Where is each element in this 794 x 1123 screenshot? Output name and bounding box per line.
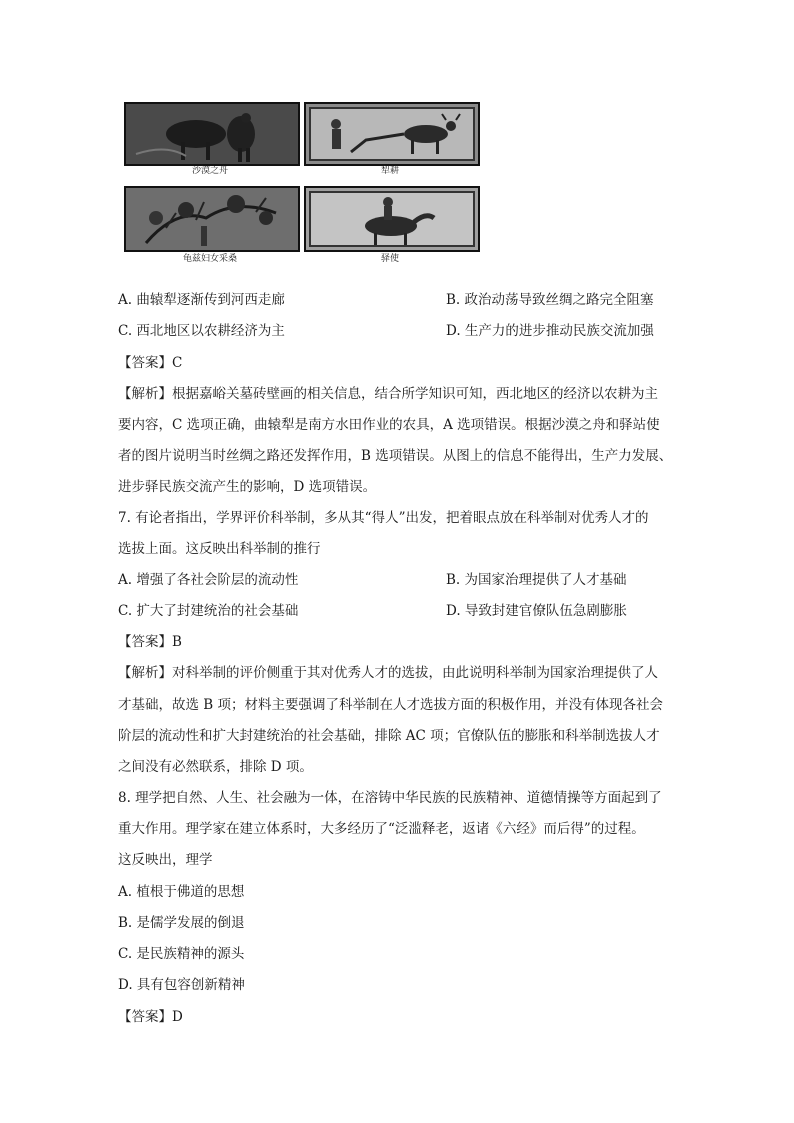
q7-option-c: C. 扩大了封建统治的社会基础 xyxy=(118,603,299,619)
q6-analysis-line: 进步驿民族交流产生的影响，D 选项错误。 xyxy=(118,479,377,495)
plowing-image xyxy=(306,104,478,164)
q8-option-d: D. 具有包容创新精神 xyxy=(118,977,245,993)
mulberry-image xyxy=(126,188,298,250)
q7-option-b: B. 为国家治理提供了人才基础 xyxy=(446,572,627,588)
mural-panel-mulberry xyxy=(124,186,300,252)
q8-stem-line: 8. 理学把自然、人生、社会融为一体，在溶铸中华民族的民族精神、道德情操等方面起到了 xyxy=(118,790,662,806)
mural-panel-plowing xyxy=(304,102,480,166)
q8-option-c: C. 是民族精神的源头 xyxy=(118,946,245,962)
q6-answer: 【答案】C xyxy=(118,355,183,371)
q8-option-b: B. 是儒学发展的倒退 xyxy=(118,915,245,931)
mural-panel-camel xyxy=(124,102,300,166)
q7-stem-line: 选拔上面。这反映出科举制的推行 xyxy=(118,541,321,557)
q6-option-c: C. 西北地区以农耕经济为主 xyxy=(118,323,285,339)
q7-analysis-line: 阶层的流动性和扩大封建统治的社会基础，排除 AC 项；官僚队伍的膨胀和科举制选拔人才 xyxy=(118,728,660,744)
camel-image xyxy=(126,104,298,164)
q8-stem-line: 重大作用。理学家在建立体系时，大多经历了“泛滥释老，返诸《六经》而后得”的过程。 xyxy=(118,821,645,837)
mural-panel-courier xyxy=(304,186,480,252)
q6-analysis-line: 者的图片说明当时丝绸之路还发挥作用，B 选项错误。从图上的信息不能得出，生产力发展、 xyxy=(118,448,673,464)
q6-option-b: B. 政治动荡导致丝绸之路完全阻塞 xyxy=(446,292,654,308)
mural-figure xyxy=(120,100,480,265)
q7-option-d: D. 导致封建官僚队伍急剧膨胀 xyxy=(446,603,627,619)
caption-plowing: 犁耕 xyxy=(380,166,399,176)
q7-option-a: A. 增强了各社会阶层的流动性 xyxy=(118,572,299,588)
q6-option-d: D. 生产力的进步推动民族交流加强 xyxy=(446,323,654,339)
q6-analysis-line: 【解析】根据嘉峪关墓砖壁画的相关信息，结合所学知识可知，西北地区的经济以农耕为主 xyxy=(118,386,658,402)
q7-analysis-line: 【解析】对科举制的评价侧重于其对优秀人才的选拔，由此说明科举制为国家治理提供了人 xyxy=(118,665,658,681)
q8-option-a: A. 植根于佛道的思想 xyxy=(118,884,245,900)
caption-mulberry: 龟兹妇女采桑 xyxy=(182,254,237,264)
q7-stem-line: 7. 有论者指出，学界评价科举制，多从其“得人”出发，把着眼点放在科举制对优秀人才的 xyxy=(118,510,649,526)
caption-courier: 驿使 xyxy=(380,254,399,264)
q6-analysis-line: 要内容，C 选项正确，曲辕犁是南方水田作业的农具，A 选项错误。根据沙漠之舟和驿站使 xyxy=(118,417,660,433)
q7-analysis-line: 才基础，故选 B 项；材料主要强调了科举制在人才选拔方面的积极作用，并没有体现各社会 xyxy=(118,697,664,713)
q7-analysis-line: 之间没有必然联系，排除 D 项。 xyxy=(118,759,313,775)
q8-stem-line: 这反映出，理学 xyxy=(118,852,213,868)
q8-answer: 【答案】D xyxy=(118,1009,183,1025)
courier-image xyxy=(306,188,478,250)
q6-option-a: A. 曲辕犁逐渐传到河西走廊 xyxy=(118,292,285,308)
caption-camel: 沙漠之舟 xyxy=(191,166,228,176)
q7-answer: 【答案】B xyxy=(118,634,182,650)
